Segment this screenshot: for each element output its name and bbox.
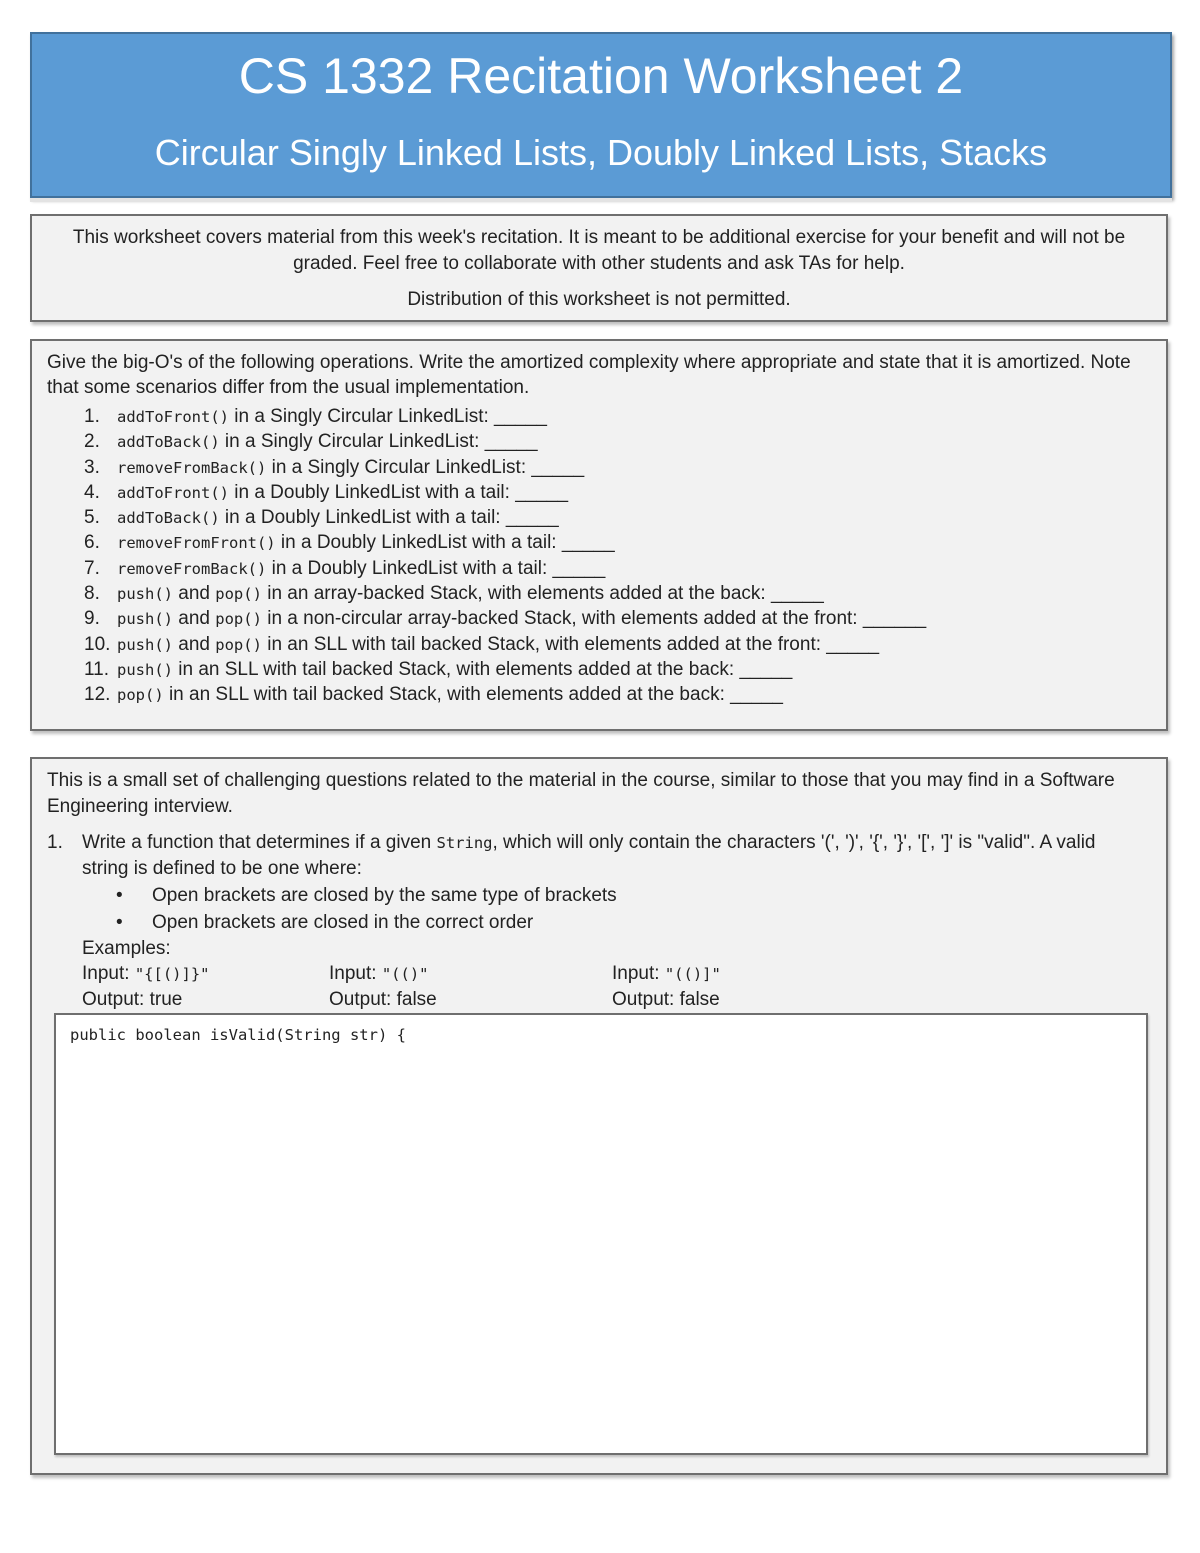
interview-prompt: This is a small set of challenging questions related to the material in the course, similar to those that you may find in a Software Engineering interview. [47, 770, 1115, 817]
list-item: • Open brackets are closed by the same type of brackets [112, 882, 617, 909]
big-o-section [30, 339, 1168, 731]
answer-box[interactable] [54, 1013, 1148, 1455]
list-item: 7. removeFromBack() in a Doubly LinkedList with a tail: _____ [84, 557, 606, 579]
bullet-icon: • [116, 912, 123, 933]
list-item: 12. pop() in an SLL with tail backed Stack, with elements added at the back: _____ [84, 684, 783, 706]
list-item: 3. removeFromBack() in a Singly Circular LinkedList: _____ [84, 456, 585, 478]
example-2: Input: "(()" Output: false [329, 963, 437, 1010]
worksheet-title: CS 1332 Recitation Worksheet 2 [238, 48, 964, 104]
list-item: 1. addToFront() in a Singly Circular LinkedList: _____ [84, 406, 547, 427]
worksheet-header [30, 32, 1172, 198]
question-number: 1. [47, 832, 63, 853]
bullet-icon: • [116, 885, 123, 906]
list-item: 8. push() and pop() in an array-backed Stack, with elements added at the back: _____ [84, 583, 824, 605]
distribution-notice: Distribution of this worksheet is not permitted. [407, 289, 791, 310]
list-item: 4. addToFront() in a Doubly LinkedList with a tail: _____ [84, 481, 569, 503]
list-item: 9. push() and pop() in a non-circular array-backed Stack, with elements added at the front: ______ [84, 608, 927, 630]
list-item: 10. push() and pop() in an SLL with tail backed Stack, with elements added at the front: _____ [84, 633, 880, 655]
big-o-list [32, 404, 926, 708]
example-3: Input: "(()]" Output: false [612, 963, 721, 1010]
list-item: • Open brackets are closed in the correct order [112, 909, 617, 936]
list-item: 11. push() in an SLL with tail backed Stack, with elements added at the back: _____ [84, 658, 793, 680]
list-item: 5. addToBack() in a Doubly LinkedList with a tail: _____ [84, 507, 559, 529]
worksheet-subtitle: Circular Singly Linked Lists, Doubly Linked Lists, Stacks [154, 132, 1048, 173]
examples-label: Examples: [82, 938, 171, 959]
list-item: 6. removeFromFront() in a Doubly LinkedList with a tail: _____ [84, 532, 615, 554]
intro-box [30, 214, 1168, 322]
big-o-prompt: Give the big-O's of the following operations. Write the amortized complexity where appropriate and state that it is amortized. Note that some scenarios differ from the usual implementation. [47, 352, 1131, 398]
example-1: Input: "{[()]}" Output: true [82, 963, 210, 1010]
list-item: 2. addToBack() in a Singly Circular LinkedList: _____ [84, 431, 538, 453]
header-divider [30, 198, 1172, 202]
question-text: Write a function that determines if a given String, which will only contain the characters '(', ')', '{', '}', '[', ']' is "valid". A valid string is defined to be one where: [82, 832, 1096, 879]
validity-rules [112, 882, 617, 936]
method-signature: public boolean isValid(String str) { [70, 1026, 406, 1044]
interview-section [30, 757, 1168, 1475]
intro-text: This worksheet covers material from this week's recitation. It is meant to be additional exercise for your benefit and will not be graded. Feel free to collaborate with other students and ask TAs for help. [72, 227, 1126, 274]
